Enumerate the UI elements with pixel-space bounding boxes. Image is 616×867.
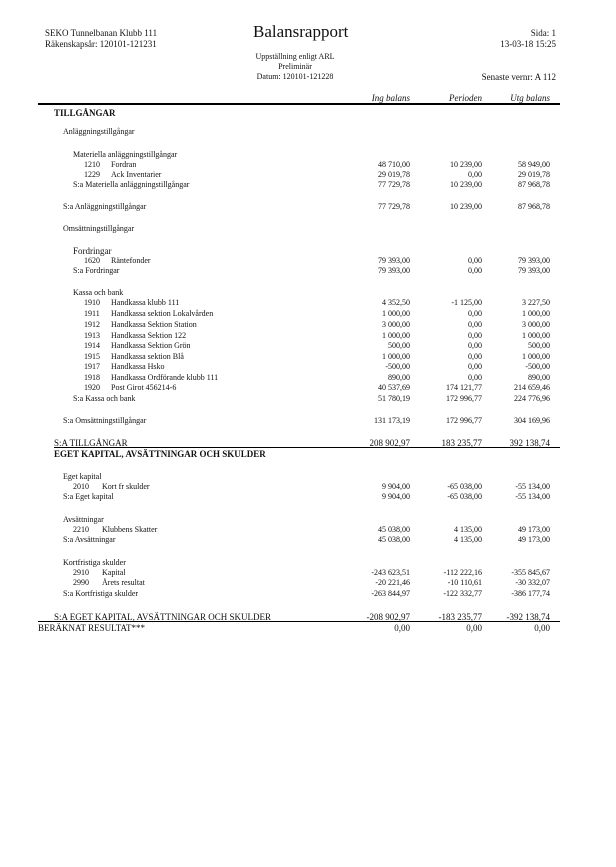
row-label: Avsättningar [63, 515, 104, 524]
organization-name: SEKO Tunnelbanan Klubb 111 [45, 28, 158, 38]
opening-balance-value: -500,00 [385, 362, 410, 371]
account-name: Handkassa sektion Lokalvården [111, 309, 214, 318]
closing-balance-value: 0,00 [534, 623, 550, 633]
page-number: Sida: 1 [530, 28, 556, 38]
account-number: 1913 [84, 331, 100, 340]
opening-balance-value: -263 844,97 [371, 589, 410, 598]
account-name: Post Girot 456214-6 [111, 383, 177, 392]
group-row [0, 150, 616, 160]
period-value: -1 125,00 [451, 298, 482, 307]
account-row [0, 525, 616, 535]
period-value: -65 038,00 [447, 482, 482, 491]
opening-balance-value: -208 902,97 [366, 612, 410, 622]
closing-balance-value: 87 968,78 [518, 180, 550, 189]
subtotal-row [0, 394, 616, 404]
account-number: 1920 [84, 383, 100, 392]
closing-balance-value: 3 227,50 [522, 298, 550, 307]
closing-balance-value: 49 173,00 [518, 535, 550, 544]
opening-balance-value: 4 352,50 [382, 298, 410, 307]
row-label: S:A EGET KAPITAL, AVSÄTTNINGAR OCH SKULDER [54, 612, 271, 622]
print-timestamp: 13-03-18 15:25 [500, 39, 556, 49]
account-number: 1210 [84, 160, 100, 169]
row-label: TILLGÅNGAR [54, 108, 116, 118]
account-name: Handkassa Ordförande klubb 111 [111, 373, 219, 382]
period-value: -122 332,77 [443, 589, 482, 598]
group-row [0, 288, 616, 298]
closing-balance-value: 224 776,96 [514, 394, 550, 403]
account-number: 1915 [84, 352, 100, 361]
period-value: -10 110,61 [447, 578, 482, 587]
group-row [0, 515, 616, 525]
section-row [0, 108, 616, 118]
account-row [0, 170, 616, 180]
closing-balance-value: 3 000,00 [522, 320, 550, 329]
closing-balance-value: -355 845,67 [511, 568, 550, 577]
opening-balance-value: 48 710,00 [378, 160, 410, 169]
closing-balance-value: 87 968,78 [518, 202, 550, 211]
row-label: S:a Omsättningstillgångar [63, 416, 147, 425]
row-label: S:a Anläggningstillgångar [63, 202, 147, 211]
account-name: Kapital [102, 568, 126, 577]
closing-balance-value: 214 659,46 [514, 383, 550, 392]
opening-balance-value: 500,00 [388, 341, 410, 350]
column-header-closing-balance: Utg balans [510, 93, 550, 103]
account-number: 2210 [73, 525, 89, 534]
opening-balance-value: 890,00 [388, 373, 410, 382]
period-value: 4 135,00 [454, 535, 482, 544]
opening-balance-value: 77 729,78 [378, 202, 410, 211]
group-row [0, 127, 616, 137]
opening-balance-value: -20 221,46 [375, 578, 410, 587]
account-name: Handkassa sektion Blå [111, 352, 184, 361]
subtotal-row [0, 492, 616, 502]
account-name: Ack Inventarier [111, 170, 162, 179]
account-name: Handkassa Sektion Station [111, 320, 197, 329]
row-label: S:A TILLGÅNGAR [54, 438, 128, 448]
period-value: 0,00 [468, 373, 482, 382]
row-label: S:a Kortfristiga skulder [63, 589, 139, 598]
account-row [0, 320, 616, 330]
account-number: 2910 [73, 568, 89, 577]
subtotal-row [0, 202, 616, 212]
row-label: Eget kapital [63, 472, 102, 481]
group-row [0, 224, 616, 234]
closing-balance-value: 79 393,00 [518, 266, 550, 275]
period-value: 0,00 [468, 256, 482, 265]
account-name: Kort fr skulder [102, 482, 150, 491]
closing-balance-value: 58 949,00 [518, 160, 550, 169]
account-number: 1620 [84, 256, 100, 265]
row-label: Omsättningstillgångar [63, 224, 135, 233]
account-name: Handkassa Hsko [111, 362, 165, 371]
row-label: S:a Materiella anläggningstillgångar [73, 180, 190, 189]
opening-balance-value: 3 000,00 [382, 320, 410, 329]
account-name: Fordran [111, 160, 137, 169]
period-value: 0,00 [468, 170, 482, 179]
account-name: Räntefonder [111, 256, 151, 265]
account-row [0, 331, 616, 341]
account-number: 1229 [84, 170, 100, 179]
account-row [0, 578, 616, 588]
account-row [0, 568, 616, 578]
account-row [0, 160, 616, 170]
account-number: 1911 [84, 309, 100, 318]
account-row [0, 373, 616, 383]
period-value: 0,00 [468, 320, 482, 329]
opening-balance-value: 79 393,00 [378, 266, 410, 275]
opening-balance-value: 45 038,00 [378, 535, 410, 544]
account-row [0, 309, 616, 319]
column-header-opening-balance: Ing balans [371, 93, 410, 103]
period-value: 0,00 [468, 331, 482, 340]
report-status: Preliminär [278, 62, 312, 71]
account-name: Handkassa klubb 111 [111, 298, 180, 307]
closing-balance-value: 1 000,00 [522, 331, 550, 340]
opening-balance-value: 77 729,78 [378, 180, 410, 189]
row-label: Anläggningstillgångar [63, 127, 135, 136]
closing-balance-value: 29 019,78 [518, 170, 550, 179]
period-value: 0,00 [468, 341, 482, 350]
period-value: 10 239,00 [450, 202, 482, 211]
opening-balance-value: 79 393,00 [378, 256, 410, 265]
account-number: 1917 [84, 362, 100, 371]
closing-balance-value: -386 177,74 [511, 589, 550, 598]
account-name: Handkassa Sektion 122 [111, 331, 187, 340]
opening-balance-value: 1 000,00 [382, 309, 410, 318]
group-row [0, 246, 616, 256]
header-rule [38, 103, 560, 105]
row-label: S:a Eget kapital [63, 492, 114, 501]
last-voucher-number: Senaste vernr: A 112 [481, 72, 556, 82]
opening-balance-value: 1 000,00 [382, 331, 410, 340]
opening-balance-value: 29 019,78 [378, 170, 410, 179]
section-row [0, 449, 616, 459]
account-name: Klubbens Skatter [102, 525, 158, 534]
row-label: Materiella anläggningstillgångar [73, 150, 178, 159]
opening-balance-value: 208 902,97 [369, 438, 410, 448]
account-row [0, 352, 616, 362]
opening-balance-value: 1 000,00 [382, 352, 410, 361]
report-title: Balansrapport [253, 22, 349, 41]
opening-balance-value: -243 623,51 [371, 568, 410, 577]
fiscal-year: Räkenskapsår: 120101-121231 [45, 39, 157, 49]
period-value: 172 996,77 [446, 394, 482, 403]
account-row [0, 256, 616, 266]
period-value: 10 239,00 [450, 180, 482, 189]
closing-balance-value: 392 138,74 [509, 438, 550, 448]
row-label: S:a Kassa och bank [73, 394, 136, 403]
period-value: 10 239,00 [450, 160, 482, 169]
row-label: BERÄKNAT RESULTAT*** [38, 623, 146, 633]
subtotal-row [0, 266, 616, 276]
account-name: Årets resultat [102, 578, 145, 587]
result-row [0, 623, 616, 633]
opening-balance-value: 45 038,00 [378, 525, 410, 534]
closing-balance-value: 49 173,00 [518, 525, 550, 534]
row-label: Kortfristiga skulder [63, 558, 126, 567]
closing-balance-value: 1 000,00 [522, 309, 550, 318]
account-row [0, 383, 616, 393]
subtotal-row [0, 535, 616, 545]
opening-balance-value: 51 780,19 [378, 394, 410, 403]
period-value: 174 121,77 [446, 383, 482, 392]
total-row [0, 438, 616, 448]
closing-balance-value: 79 393,00 [518, 256, 550, 265]
period-value: 0,00 [468, 352, 482, 361]
opening-balance-value: 0,00 [394, 623, 410, 633]
account-row [0, 341, 616, 351]
subtotal-row [0, 180, 616, 190]
account-row [0, 482, 616, 492]
closing-balance-value: -55 134,00 [515, 492, 550, 501]
period-value: 4 135,00 [454, 525, 482, 534]
account-row [0, 298, 616, 308]
report-date-range: Datum: 120101-121228 [256, 72, 334, 81]
period-value: 0,00 [468, 266, 482, 275]
account-number: 1912 [84, 320, 100, 329]
period-value: 0,00 [468, 362, 482, 371]
total-row [0, 612, 616, 622]
period-value: -65 038,00 [447, 492, 482, 501]
closing-balance-value: 1 000,00 [522, 352, 550, 361]
row-label: Fordringar [73, 246, 112, 256]
opening-balance-value: 9 904,00 [382, 492, 410, 501]
opening-balance-value: 9 904,00 [382, 482, 410, 491]
closing-balance-value: 304 169,96 [514, 416, 550, 425]
opening-balance-value: 40 537,69 [378, 383, 410, 392]
period-value: 0,00 [466, 623, 482, 633]
period-value: -112 222,16 [443, 568, 482, 577]
account-number: 2010 [73, 482, 89, 491]
account-number: 2990 [73, 578, 89, 587]
closing-balance-value: -55 134,00 [515, 482, 550, 491]
closing-balance-value: 500,00 [528, 341, 550, 350]
report-subtitle: Uppställning enligt ARL [255, 52, 335, 61]
account-number: 1910 [84, 298, 100, 307]
group-row [0, 472, 616, 482]
column-header-period: Perioden [449, 93, 482, 103]
period-value: 172 996,77 [446, 416, 482, 425]
account-row [0, 362, 616, 372]
closing-balance-value: -392 138,74 [506, 612, 550, 622]
subtotal-row [0, 589, 616, 599]
row-label: Kassa och bank [73, 288, 124, 297]
opening-balance-value: 131 173,19 [374, 416, 410, 425]
group-row [0, 558, 616, 568]
closing-balance-value: -500,00 [525, 362, 550, 371]
account-name: Handkassa Sektion Grön [111, 341, 191, 350]
period-value: -183 235,77 [438, 612, 482, 622]
row-label: EGET KAPITAL, AVSÄTTNINGAR OCH SKULDER [54, 449, 266, 459]
row-label: S:a Avsättningar [63, 535, 116, 544]
subtotal-row [0, 416, 616, 426]
account-number: 1918 [84, 373, 100, 382]
closing-balance-value: 890,00 [528, 373, 550, 382]
period-value: 183 235,77 [441, 438, 482, 448]
closing-balance-value: -30 332,07 [515, 578, 550, 587]
period-value: 0,00 [468, 309, 482, 318]
account-number: 1914 [84, 341, 100, 350]
row-label: S:a Fordringar [73, 266, 120, 275]
